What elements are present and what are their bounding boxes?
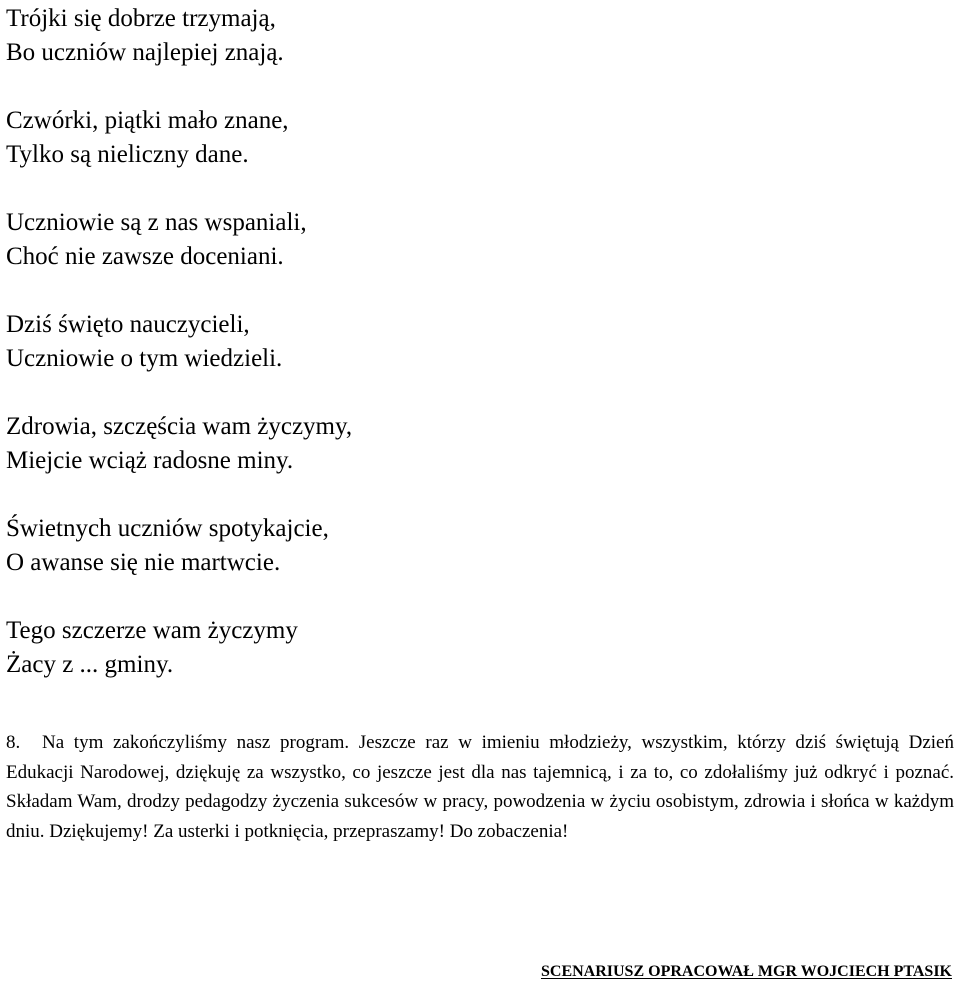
- poem: [6, 2, 946, 716]
- poem-stanza: [6, 104, 946, 172]
- poem-stanza: [6, 410, 946, 478]
- poem-line: Bo uczniów najlepiej znają.: [6, 39, 284, 66]
- closing-paragraph: [6, 728, 954, 846]
- poem-line: Zdrowia, szczęścia wam życzymy,: [6, 413, 353, 440]
- poem-line: O awanse się nie martwcie.: [6, 549, 281, 576]
- author-signature: SCENARIUSZ OPRACOWAŁ MGR WOJCIECH PTASIK: [540, 963, 952, 980]
- poem-line: Miejcie wciąż radosne miny.: [6, 447, 294, 474]
- poem-line: Czwórki, piątki mało znane,: [6, 107, 289, 134]
- poem-stanza: [6, 614, 946, 682]
- poem-line: Uczniowie o tym wiedzieli.: [6, 345, 283, 372]
- poem-stanza: [6, 308, 946, 376]
- poem-stanza: [6, 512, 946, 580]
- item-number: 8.: [6, 732, 21, 753]
- poem-stanza: [6, 206, 946, 274]
- poem-line: Dziś święto nauczycieli,: [6, 311, 250, 338]
- poem-line: Świetnych uczniów spotykajcie,: [6, 515, 329, 542]
- closing-text: Na tym zakończyliśmy nasz program. Jeszcze raz w imieniu młodzieży, wszystkim, którzy dziś świętują Dzień Edukacji Narodowej, dziękuję za wszystko, co jeszcze jest dla nas tajemnicą, i za to, co zdołaliśmy już odkryć i poznać. Składam Wam, drodzy pedagodzy życzenia sukcesów w pracy, powodzenia w życiu osobistym, zdrowia i słońca w każdym dniu. Dziękujemy! Za usterki i potknięcia, przepraszamy! Do zobaczenia!: [6, 732, 954, 842]
- poem-line: Tylko są nieliczny dane.: [6, 141, 249, 168]
- poem-line: Trójki się dobrze trzymają,: [6, 5, 276, 32]
- poem-line: Tego szczerze wam życzymy: [6, 617, 298, 644]
- poem-stanza: [6, 2, 946, 70]
- poem-line: Żacy z ... gminy.: [6, 651, 174, 678]
- poem-line: Choć nie zawsze doceniani.: [6, 243, 284, 270]
- poem-line: Uczniowie są z nas wspaniali,: [6, 209, 307, 236]
